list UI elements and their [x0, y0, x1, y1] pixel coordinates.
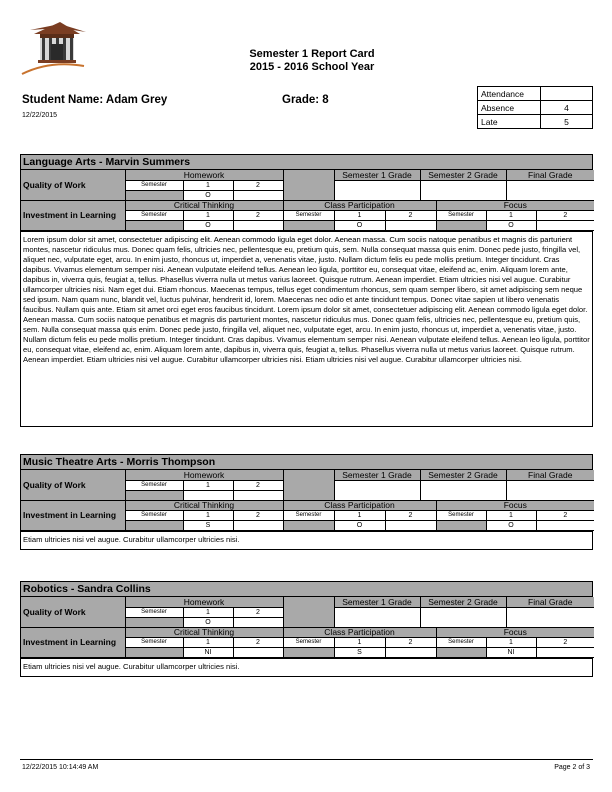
attendance-title: Attendance	[478, 87, 541, 101]
final-grade-label: Final Grade	[506, 470, 594, 481]
semester2-grade-value	[420, 181, 506, 201]
focus-s1-rating: NI	[486, 648, 536, 658]
course-section	[20, 454, 593, 550]
semester-label: Semester	[125, 211, 183, 221]
semester-1-label: 1	[183, 638, 233, 648]
critical-thinking-s2-rating	[233, 521, 283, 531]
semester-label: Semester	[125, 181, 183, 191]
class-participation-s2-rating	[385, 521, 436, 531]
class-participation-label: Class Participation	[283, 201, 436, 211]
critical-thinking-s2-rating	[233, 648, 283, 658]
attendance-absence-label: Absence	[478, 101, 541, 115]
class-participation-spacer	[283, 648, 334, 658]
focus-spacer	[436, 648, 486, 658]
course-header: Language Arts - Marvin Summers	[21, 155, 592, 170]
quality-of-work-label: Quality of Work	[21, 470, 125, 501]
semester-label: Semester	[283, 211, 334, 221]
final-grade-label: Final Grade	[506, 170, 594, 181]
course-header: Robotics - Sandra Collins	[21, 582, 592, 597]
focus-spacer	[436, 221, 486, 231]
semester-1-label: 1	[486, 511, 536, 521]
semester1-grade-value	[334, 481, 420, 501]
semester2-grade-value	[420, 481, 506, 501]
semester-2-label: 2	[233, 638, 283, 648]
homework-rating-spacer	[125, 618, 183, 628]
focus-label: Focus	[436, 501, 594, 511]
final-grade-value	[506, 481, 594, 501]
report-title-line2: 2015 - 2016 School Year	[249, 61, 375, 73]
semester-label: Semester	[283, 511, 334, 521]
focus-label: Focus	[436, 201, 594, 211]
semester-2-label: 2	[385, 638, 436, 648]
semester-2-label: 2	[233, 608, 283, 618]
semester1-grade-value	[334, 181, 420, 201]
semester-1-label: 1	[183, 481, 233, 491]
quality-of-work-label: Quality of Work	[21, 170, 125, 201]
homework-label: Homework	[125, 470, 283, 481]
semester2-grade-label: Semester 2 Grade	[420, 597, 506, 608]
semester1-grade-label: Semester 1 Grade	[334, 597, 420, 608]
class-participation-s2-rating	[385, 648, 436, 658]
semester2-grade-label: Semester 2 Grade	[420, 470, 506, 481]
report-title	[150, 48, 474, 74]
class-participation-spacer	[283, 521, 334, 531]
critical-thinking-label: Critical Thinking	[125, 628, 283, 638]
attendance-late-value: 5	[541, 115, 593, 129]
semester-1-label: 1	[183, 181, 233, 191]
focus-s1-rating: O	[486, 521, 536, 531]
focus-label: Focus	[436, 628, 594, 638]
class-participation-label: Class Participation	[283, 501, 436, 511]
critical-thinking-s2-rating	[233, 221, 283, 231]
grade-spacer	[283, 597, 334, 628]
homework-rating-spacer	[125, 491, 183, 501]
class-participation-s1-rating: S	[334, 648, 385, 658]
semester-1-label: 1	[183, 511, 233, 521]
homework-s1-rating: O	[183, 618, 233, 628]
grade-spacer	[283, 470, 334, 501]
homework-label: Homework	[125, 597, 283, 608]
course-section	[20, 581, 593, 677]
semester-2-label: 2	[536, 638, 594, 648]
course-header: Music Theatre Arts - Morris Thompson	[21, 455, 592, 470]
investment-grid	[21, 201, 594, 231]
semester-2-label: 2	[233, 211, 283, 221]
critical-thinking-label: Critical Thinking	[125, 201, 283, 211]
student-name: Student Name: Adam Grey	[22, 94, 168, 106]
semester1-grade-label: Semester 1 Grade	[334, 470, 420, 481]
teacher-comment: Etiam ultricies nisi vel augue. Curabitur ullamcorper ultricies nisi.	[21, 658, 592, 676]
course-section	[20, 154, 593, 427]
homework-label: Homework	[125, 170, 283, 181]
critical-thinking-label: Critical Thinking	[125, 501, 283, 511]
semester-1-label: 1	[486, 638, 536, 648]
semester1-grade-label: Semester 1 Grade	[334, 170, 420, 181]
semester-label: Semester	[125, 481, 183, 491]
semester2-grade-label: Semester 2 Grade	[420, 170, 506, 181]
attendance-title-blank	[541, 87, 593, 101]
grade-spacer	[283, 170, 334, 201]
investment-grid	[21, 501, 594, 531]
teacher-comment: Lorem ipsum dolor sit amet, consectetuer adipiscing elit. Aenean commodo ligula eget dolor. Aenean massa. Cum sociis natoque penatibus et magnis dis parturient montes, nascetur ridiculus mus. Donec quam felis, ultricies nec, pellentesque eu, pretium quis, sem. Nulla consequat massa quis enim. Donec pede justo, fringilla vel, aliquet nec, vulputate eget, arcu. In enim justo, rhoncus ut, imperdiet a, venenatis vitae, justo. Nullam dictum felis eu pede mollis pretium. Integer tincidunt. Cras dapibus. Vivamus elementum semper nisi. Aenean vulputate eleifend tellus. Aenean leo ligula, porttitor eu, consequat vitae, eleifend ac, enim. Aliquam lorem ante, dapibus in, viverra quis, feugiat a, tellus. Phasellus viverra nulla ut metus varius laoreet. Quisque rutrum. Aenean imperdiet. Etiam ultricies nisi vel augue. Curabitur ullamcorper ultricies nisi. Nam eget dui. Etiam rhoncus. Maecenas tempus, tellus eget condimentum rhoncus, sem quam semper libero, sit amet adipiscing sem neque sed ipsum. Nam quam nunc, blandit vel, luctus pulvinar, hendrerit id, lorem. Maecenas nec odio et ante tincidunt tempus. Donec vitae sapien ut libero venenatis faucibus. Nullam quis ante. Etiam sit amet orci eget eros faucibus tincidunt. Lorem ipsum dolor sit amet, consectetuer adipiscing elit. Aenean commodo ligula eget dolor. Aenean massa. Cum sociis natoque penatibus et magnis dis parturient montes, nascetur ridiculus mus. Donec quam felis, ultricies nec, pellentesque eu, pretium quis, sem. Nulla consequat massa quis enim. Donec pede justo, fringilla vel, aliquet nec, vulputate eget, arcu. In enim justo, rhoncus ut, imperdiet a, venenatis vitae, justo. Nullam dictum felis eu pede mollis pretium. Integer tincidunt. Cras dapibus. Vivamus elementum semper nisi. Aenean vulputate eleifend tellus. Aenean leo ligula, porttitor eu, consequat vitae, eleifend ac, enim. Aliquam lorem ante, dapibus in, viverra quis, feugiat a, tellus. Phasellus viverra nulla ut metus varius laoreet. Quisque rutrum. Aenean imperdiet. Etiam ultricies nisi vel augue. Curabitur ullamcorper ultricies nisi. Etiam ultricies nisi vel augue. Curabitur ullamcorper ultricies nisi.	[21, 231, 592, 426]
course-grid	[21, 597, 594, 628]
semester2-grade-value	[420, 608, 506, 628]
semester-label: Semester	[125, 511, 183, 521]
semester-1-label: 1	[334, 511, 385, 521]
investment-grid	[21, 628, 594, 658]
semester-2-label: 2	[385, 511, 436, 521]
semester-label: Semester	[436, 211, 486, 221]
focus-s2-rating	[536, 221, 594, 231]
footer-divider	[20, 759, 593, 760]
semester-2-label: 2	[385, 211, 436, 221]
final-grade-value	[506, 181, 594, 201]
course-grid	[21, 170, 594, 201]
semester-label: Semester	[125, 608, 183, 618]
critical-thinking-spacer	[125, 521, 183, 531]
report-date: 12/22/2015	[22, 112, 58, 119]
critical-thinking-spacer	[125, 648, 183, 658]
class-participation-spacer	[283, 221, 334, 231]
course-grid	[21, 470, 594, 501]
homework-s2-rating	[233, 618, 283, 628]
final-grade-value	[506, 608, 594, 628]
focus-s1-rating: O	[486, 221, 536, 231]
semester-label: Semester	[125, 638, 183, 648]
semester-2-label: 2	[233, 481, 283, 491]
footer-page-number: Page 2 of 3	[554, 764, 590, 771]
attendance-table	[477, 86, 593, 129]
semester-2-label: 2	[536, 511, 594, 521]
attendance-late-label: Late	[478, 115, 541, 129]
focus-s2-rating	[536, 521, 594, 531]
focus-spacer	[436, 521, 486, 531]
student-grade: Grade: 8	[282, 94, 329, 106]
class-participation-s2-rating	[385, 221, 436, 231]
school-logo	[20, 20, 86, 76]
semester-1-label: 1	[334, 638, 385, 648]
quality-of-work-label: Quality of Work	[21, 597, 125, 628]
homework-s1-rating	[183, 491, 233, 501]
semester-label: Semester	[436, 511, 486, 521]
investment-in-learning-label: Investment in Learning	[21, 501, 125, 531]
class-participation-s1-rating: O	[334, 521, 385, 531]
semester-1-label: 1	[334, 211, 385, 221]
critical-thinking-s1-rating: NI	[183, 648, 233, 658]
final-grade-label: Final Grade	[506, 597, 594, 608]
critical-thinking-spacer	[125, 221, 183, 231]
investment-in-learning-label: Investment in Learning	[21, 201, 125, 231]
teacher-comment: Etiam ultricies nisi vel augue. Curabitur ullamcorper ultricies nisi.	[21, 531, 592, 549]
semester-label: Semester	[283, 638, 334, 648]
critical-thinking-s1-rating: S	[183, 521, 233, 531]
semester-1-label: 1	[183, 608, 233, 618]
class-participation-label: Class Participation	[283, 628, 436, 638]
homework-s2-rating	[233, 491, 283, 501]
attendance-absence-value: 4	[541, 101, 593, 115]
focus-s2-rating	[536, 648, 594, 658]
footer-timestamp: 12/22/2015 10:14:49 AM	[22, 764, 99, 771]
homework-s1-rating: O	[183, 191, 233, 201]
semester-2-label: 2	[233, 511, 283, 521]
semester-1-label: 1	[183, 211, 233, 221]
class-participation-s1-rating: O	[334, 221, 385, 231]
critical-thinking-s1-rating: O	[183, 221, 233, 231]
investment-in-learning-label: Investment in Learning	[21, 628, 125, 658]
homework-rating-spacer	[125, 191, 183, 201]
semester-2-label: 2	[536, 211, 594, 221]
report-title-line1: Semester 1 Report Card	[249, 48, 375, 60]
semester-2-label: 2	[233, 181, 283, 191]
semester-label: Semester	[436, 638, 486, 648]
semester-1-label: 1	[486, 211, 536, 221]
homework-s2-rating	[233, 191, 283, 201]
semester1-grade-value	[334, 608, 420, 628]
